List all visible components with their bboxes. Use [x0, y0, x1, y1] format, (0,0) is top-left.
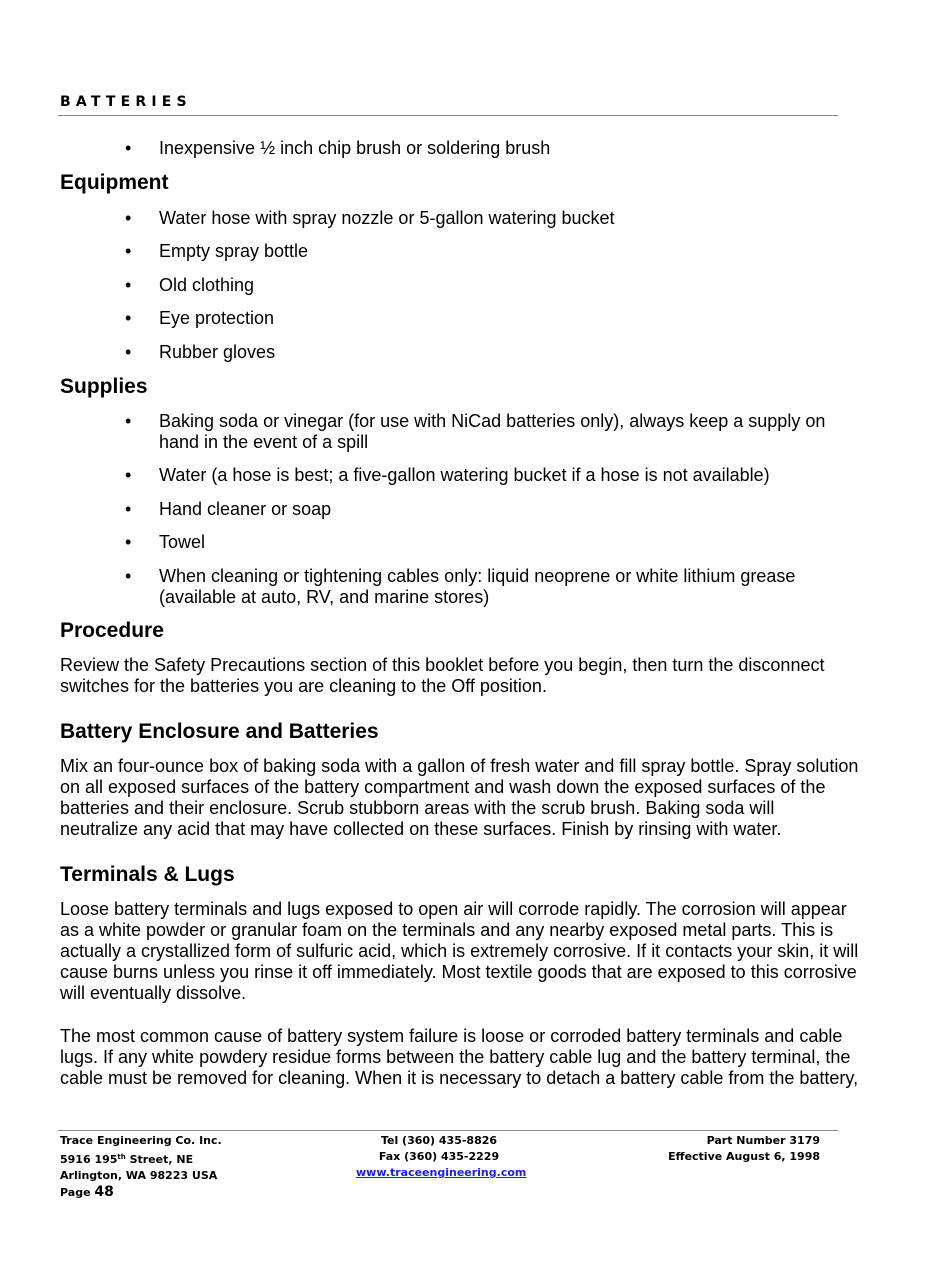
heading-supplies: Supplies	[60, 375, 148, 398]
footer-contact	[356, 1133, 527, 1181]
bullet-icon: •	[125, 411, 132, 431]
terminals-paragraph-1: Loose battery terminals and lugs exposed to open air will corrode rapidly. The corrosion will appear as a white powder or granular foam on the terminals and any nearby exposed metal parts. This is actually a crystallized form of sulfuric acid, which is extremely corrosive. If it contacts your skin, it will cause burns unless you rinse it off immediately. Most textile goods that are exposed to this corrosive will eventually dissolve.	[60, 899, 859, 1003]
bullet-icon: •	[125, 342, 132, 362]
bullet-icon: •	[125, 138, 132, 158]
footer-effective-date: Effective August 6, 1998	[668, 1150, 820, 1163]
footer-page: Page 48	[60, 1184, 114, 1200]
footer-city: Arlington, WA 98223 USA	[60, 1169, 218, 1182]
section-header-title: BATTERIES	[60, 94, 192, 110]
bullet-icon: •	[125, 532, 132, 552]
footer-divider	[58, 1130, 838, 1131]
page-number: 48	[94, 1184, 114, 1200]
bullet-icon: •	[125, 208, 132, 228]
footer-address	[60, 1133, 222, 1201]
bullet-icon: •	[125, 566, 132, 586]
terminals-paragraph-2: The most common cause of battery system failure is loose or corroded battery terminals and cable lugs. If any white powdery residue forms between the battery cable lug and the battery terminal, the cable must be removed for cleaning. When it is necessary to detach a battery cable from the battery,	[60, 1026, 859, 1088]
procedure-paragraph: Review the Safety Precautions section of this booklet before you begin, then turn the disconnect switches for the batteries you are cleaning to the Off position.	[60, 655, 825, 696]
footer-document-info	[640, 1133, 820, 1165]
footer-company: Trace Engineering Co. Inc.	[60, 1134, 222, 1147]
footer-street: 5916 195th Street, NE	[60, 1153, 194, 1166]
heading-procedure: Procedure	[60, 619, 164, 642]
bullet-icon: •	[125, 499, 132, 519]
header-divider	[58, 115, 838, 116]
footer-part-number: Part Number 3179	[706, 1134, 820, 1147]
footer-tel: Tel (360) 435-8826	[380, 1134, 498, 1147]
bullet-icon: •	[125, 465, 132, 485]
heading-equipment: Equipment	[60, 171, 169, 194]
footer-website-link[interactable]: www.traceengineering.com	[356, 1166, 527, 1179]
heading-battery-enclosure: Battery Enclosure and Batteries	[60, 720, 379, 743]
document-page: BATTERIES • Inexpensive ½ inch chip brush or soldering brush Equipment • Water hose with spray nozzle or 5-gallon watering bucket • Empty spray bottle • Old clothing • Eye protection • Rubber gloves Supplies • Baking soda or vinegar (for use with NiCad batteries only), always keep a supply on hand in the event of a spill • Water (a hose is best; a five-gallon watering bucket if a hose is not available) • Hand cleaner or soap • Towel • When cleaning or tightening cables only: liquid neoprene or white lithium grease (available at auto, RV, and marine stores) Procedure Review the Safety Precautions section of this booklet before you begin, then turn the disconnect switches for the batteries you are cleaning to the Off position. Battery Enclosure and Batteries Mix an four-ounce box of baking soda with a gallon of fresh water and fill spray bottle. Spray solution on all exposed surfaces of the battery compartment and wash down the exposed surfaces of the batteries and their enclosure. Scrub stubborn areas with the scrub brush. Baking soda will neutralize any acid that may have collected on these surfaces. Finish by rinsing with water. Terminals & Lugs Loose battery terminals and lugs exposed to open air will corrode rapidly. The corrosion will appear as a white powder or granular foam on the terminals and any nearby exposed metal parts. This is actually a crystallized form of sulfuric acid, which is extremely corrosive. If it contacts your skin, it will cause burns unless you rinse it off immediately. Most textile goods that are exposed to this corrosive will eventually dissolve. The most common cause of battery system failure is loose or corroded battery terminals and cable lugs. If any white powdery residue forms between the battery cable lug and the battery terminal, the cable must be removed for cleaning. When it is necessary to detach a battery cable from the battery, Trace Engineering Co. Inc. 5916 195th Street, NE Arlington, WA 98223 USA Page 48 Tel (360) 435-8826 Fax (360) 435-2229 www.traceengineering.com Part Number 3179 Effective August 6, 1998	[60, 94, 859, 1200]
bullet-icon: •	[125, 241, 132, 261]
bullet-icon: •	[125, 308, 132, 328]
bullet-icon: •	[125, 275, 132, 295]
footer-fax: Fax (360) 435-2229	[378, 1150, 500, 1163]
battery-enclosure-paragraph: Mix an four-ounce box of baking soda with a gallon of fresh water and fill spray bottle. Spray solution on all exposed surfaces of the battery compartment and wash down the exposed surfaces of the batteries and their enclosure. Scrub stubborn areas with the scrub brush. Baking soda will neutralize any acid that may have collected on these surfaces. Finish by rinsing with water.	[60, 756, 859, 839]
heading-terminals-lugs: Terminals & Lugs	[60, 863, 235, 886]
